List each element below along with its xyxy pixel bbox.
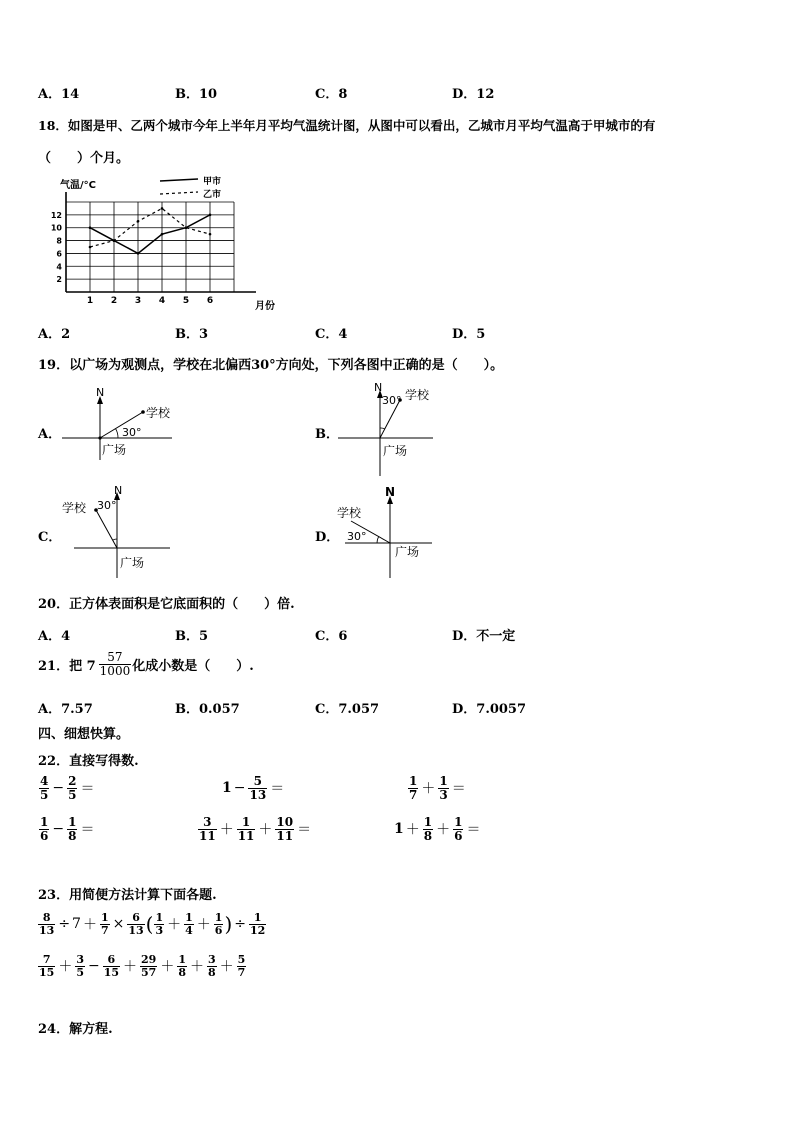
data-point xyxy=(161,233,164,236)
square-label: 广场 xyxy=(395,545,420,559)
direction-diagram-c xyxy=(60,482,185,582)
q17-option-a: A．14 xyxy=(38,87,80,102)
north-label: N xyxy=(96,386,105,399)
q22-expr-1: $\frac{4}{5}$ − $\frac{2}{5}$ ＝ xyxy=(40,774,95,802)
q21-option-a: A．7.57 xyxy=(38,702,93,717)
q23-stem: 23．用简便方法计算下面各题. xyxy=(38,888,217,903)
x-tick-label: 3 xyxy=(134,296,142,306)
north-label: N xyxy=(385,485,396,499)
q21-option-b: B．0.057 xyxy=(175,702,240,717)
direction-diagram-d xyxy=(335,482,440,582)
y-tick-label: 6 xyxy=(56,249,62,259)
q23-expr-2: $\frac{7}{15}$ ＋ $\frac{3}{5}$ − $\frac{6}{15}$ ＋ $\frac{29}{57}$ ＋ $\frac{1}{8}$ ＋ $\frac{3}{8}$ ＋ $\frac{5}{7}$ xyxy=(39,953,246,979)
q17-option-c: C．8 xyxy=(315,87,348,102)
x-tick-label: 4 xyxy=(158,296,166,306)
q18-stem-line1: 18．如图是甲、乙两个城市今年上半年月平均气温统计图，从图中可以看出，乙城市月平均气温高于甲城市的有 xyxy=(38,118,656,133)
x-tick-label: 5 xyxy=(182,296,190,306)
north-label: N xyxy=(114,484,123,497)
direction-diagram-a xyxy=(60,380,190,470)
q21-stem: 21．把 7 $\frac{57}{1000}$ 化成小数是（ ）. xyxy=(38,650,254,678)
section-title: 四、细想快算。 xyxy=(38,727,130,742)
data-point xyxy=(113,239,116,242)
school-label: 学校 xyxy=(146,406,171,420)
data-point xyxy=(209,214,212,217)
school-label: 学校 xyxy=(405,388,430,402)
q21-fraction: $\frac{57}{1000}$ xyxy=(99,650,131,678)
q22-expr-3: $\frac{1}{7}$ ＋ $\frac{1}{3}$ ＝ xyxy=(409,774,466,802)
x-tick-label: 6 xyxy=(206,296,214,306)
q22-expr-5: $\frac{3}{11}$ ＋ $\frac{1}{11}$ ＋ $\frac{10}{11}$ ＝ xyxy=(199,815,312,843)
temperature-line-chart xyxy=(40,172,300,312)
y-tick-label: 10 xyxy=(50,223,62,233)
q18-option-a: A．2 xyxy=(38,327,71,342)
q20-option-a: A．4 xyxy=(38,629,71,644)
legend-label-b: 乙市 xyxy=(203,190,222,200)
chart-yticks xyxy=(51,211,63,284)
q22-expr-6: 1 ＋ $\frac{1}{8}$ ＋ $\frac{1}{6}$ ＝ xyxy=(394,815,481,843)
y-tick-label: 4 xyxy=(56,262,62,272)
x-tick-label: 2 xyxy=(110,296,118,306)
angle-label: 30° xyxy=(122,426,142,439)
square-label: 广场 xyxy=(383,444,408,458)
q22-stem: 22．直接写得数. xyxy=(38,754,139,769)
q21-option-c: C．7.057 xyxy=(315,702,380,717)
data-point xyxy=(89,226,92,229)
q17-option-b: B．10 xyxy=(175,87,218,102)
q19-stem: 19．以广场为观测点，学校在北偏西30°方向处，下列各图中正确的是（ ）。 xyxy=(38,358,504,373)
legend-line-a xyxy=(160,179,198,181)
q20-option-c: C．6 xyxy=(315,629,348,644)
y-tick-label: 8 xyxy=(56,236,62,246)
data-point xyxy=(137,252,140,255)
legend-label-a: 甲市 xyxy=(203,177,222,187)
chart-axes xyxy=(66,192,256,292)
q19-label-d: D． xyxy=(315,530,340,545)
q21-option-d: D．7.0057 xyxy=(452,702,527,717)
direction-diagram-b xyxy=(335,380,445,480)
angle-label: 30° xyxy=(97,499,117,512)
chart-xticks xyxy=(87,296,213,306)
legend-line-b xyxy=(160,192,198,194)
y-tick-label: 12 xyxy=(50,210,62,220)
series-line-a xyxy=(90,215,210,254)
angle-label: 30° xyxy=(347,530,367,543)
angle-label: 30° xyxy=(382,394,402,407)
q18-option-b: B．3 xyxy=(175,327,209,342)
q24-stem: 24．解方程. xyxy=(38,1022,113,1037)
q19-label-c: C． xyxy=(38,530,62,545)
data-point xyxy=(89,246,92,249)
square-label: 广场 xyxy=(120,556,145,570)
q20-stem: 20．正方体表面积是它底面积的（ ）倍. xyxy=(38,597,295,612)
chart-ylabel: 气温/°C xyxy=(60,180,96,191)
school-label: 学校 xyxy=(62,501,87,515)
q23-expr-1: $\frac{8}{13}$ ÷ 7 ＋ $\frac{1}{7}$ × $\frac{6}{13}$ ( $\frac{1}{3}$ ＋ $\frac{1}{4}$ ＋ $\frac{1}{6}$ ) ÷ $\frac{1}{12}$ xyxy=(39,911,266,937)
data-point xyxy=(137,220,140,223)
x-tick-label: 1 xyxy=(86,296,94,306)
q20-option-b: B．5 xyxy=(175,629,209,644)
q22-expr-4: $\frac{1}{6}$ − $\frac{1}{8}$ ＝ xyxy=(40,815,95,843)
q19-label-a: A． xyxy=(38,427,62,442)
q22-expr-2: 1 − $\frac{5}{13}$ ＝ xyxy=(222,774,285,802)
q19-label-b: B． xyxy=(315,427,339,442)
data-point xyxy=(161,207,164,210)
q18-option-d: D．5 xyxy=(452,327,486,342)
square-label: 广场 xyxy=(102,443,127,457)
data-point xyxy=(209,233,212,236)
y-tick-label: 2 xyxy=(56,275,62,285)
q17-option-d: D．12 xyxy=(452,87,495,102)
chart-series xyxy=(89,207,212,255)
q18-stem-line2: （ ）个月。 xyxy=(38,151,130,166)
q20-option-d: D．不一定 xyxy=(452,629,516,644)
data-point xyxy=(185,226,188,229)
q18-option-c: C．4 xyxy=(315,327,348,342)
chart-xlabel: 月份 xyxy=(255,301,275,312)
school-label: 学校 xyxy=(337,506,362,520)
north-label: N xyxy=(374,381,383,394)
